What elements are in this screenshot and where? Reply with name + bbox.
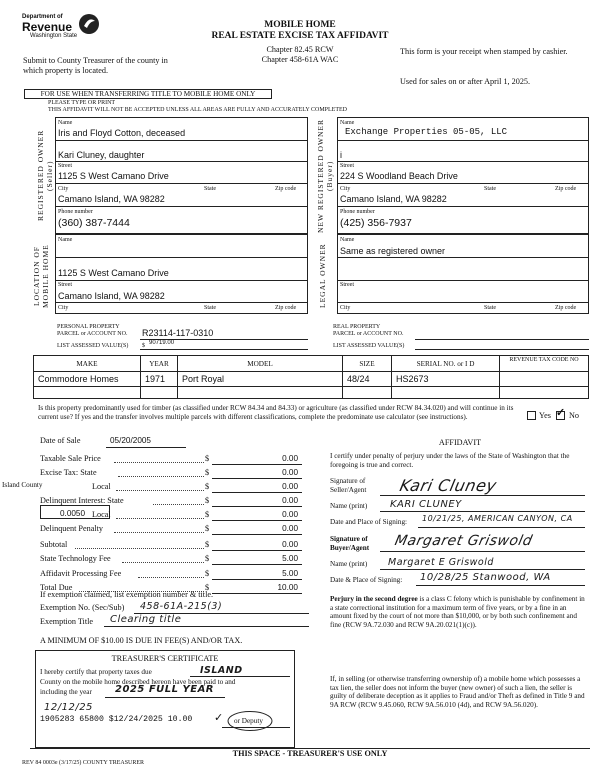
- title-line2: REAL ESTATE EXCISE TAX AFFIDAVIT: [211, 31, 389, 41]
- pp-parcel-label: PARCEL or ACCOUNT NO.: [57, 331, 128, 337]
- legal-city-label: City: [340, 305, 351, 311]
- fee-leader: [75, 548, 204, 549]
- not-accepted: THIS AFFIDAVIT WILL NOT BE ACCEPTED UNLESS ALL AREAS ARE FULLY AND ACCURATELY COMPLETED: [48, 107, 347, 113]
- buyer-phone-label: Phone number: [340, 209, 375, 215]
- td-model: Port Royal: [177, 371, 343, 387]
- fee-underline: [212, 579, 302, 580]
- td-size: 48/24: [342, 371, 392, 387]
- location-city-label: City: [58, 305, 69, 311]
- seller-zip-label: Zip code: [275, 186, 297, 192]
- chapter2: Chapter 458-61A WAC: [261, 55, 339, 64]
- seller-street-label: Street: [58, 163, 72, 169]
- affidavit-certify: I certify under penalty of perjury under the laws of the State of Washington that the foregoing is true and correct.: [330, 452, 570, 469]
- cert-date: 12/12/25: [44, 702, 93, 713]
- cert-line1: I hereby certify that property taxes due: [40, 668, 152, 676]
- fee-leader: [138, 577, 204, 578]
- location-section-label: LOCATION OF MOBILE HOME: [32, 244, 50, 308]
- local-rate: 0.0050: [60, 509, 86, 518]
- fee-dollar: $: [205, 482, 210, 491]
- buyer-state-label: State: [484, 186, 496, 192]
- legal-owner-section-label: LEGAL OWNER: [318, 243, 327, 309]
- no-label: No: [569, 411, 580, 420]
- exemption-no-label: Exemption No. (Sec/Sub): [40, 603, 125, 612]
- buyer-print-label: Name (print): [330, 560, 368, 568]
- lien-text: If, in selling (or otherwise transferring ownership of) a mobile home which possesses a tax lien, the seller does not inform the buyer (new owner) of such a lien, the seller is guilty of deliberate deception as it applies to Fraud and/or Theft as defined in Title 9 and 9A RCW (RCW 9.45.060, RCW 9A.56.010 (4d), and RCW 9A.56.020).: [330, 675, 585, 709]
- no-checkmark: ✓: [556, 407, 566, 419]
- fee-leader: [114, 532, 204, 533]
- fee-underline: [212, 478, 302, 479]
- logo-line2: Revenue: [22, 20, 73, 34]
- submit-text: Submit to County Treasurer of the county in which property is located.: [23, 56, 168, 75]
- logo-line3: Washington State: [30, 33, 78, 39]
- th-model: MODEL: [177, 355, 343, 372]
- minimum-due: A MINIMUM OF $10.00 IS DUE IN FEE(S) AND/OR TAX.: [40, 636, 243, 645]
- fee-value: 10.00: [277, 583, 298, 592]
- fee-value: 5.00: [282, 554, 298, 563]
- fee-dollar: $: [205, 468, 210, 477]
- exemption-claimed: If exemption claimed, list exemption number & title.: [40, 590, 214, 599]
- fee-leader: [116, 518, 205, 519]
- cert-receipt: 1905283 65800 $12/24/2025 10.00: [40, 715, 193, 724]
- th-make: MAKE: [33, 355, 141, 372]
- td-year: 1971: [140, 371, 178, 387]
- receipt-text: This form is your receipt when stamped by cashier.: [400, 47, 568, 56]
- location-line2: 1125 S West Camano Drive: [58, 268, 169, 278]
- legal-name-label: Name: [340, 237, 355, 243]
- fee-label: Subtotal: [40, 540, 68, 549]
- perjury-bold: Perjury in the second degree: [330, 595, 418, 603]
- buyer-date-label: Date & Place of Signing:: [330, 576, 403, 584]
- rp-parcel-label: PARCEL or ACCOUNT NO.: [333, 331, 404, 337]
- fee-underline: [212, 593, 302, 594]
- seller-state-label: State: [204, 186, 216, 192]
- seller-phone: (360) 387-7444: [58, 217, 130, 229]
- fee-underline: [212, 464, 302, 465]
- or-deputy: or Deputy: [234, 717, 263, 725]
- cert-checkmark: ✓: [214, 712, 224, 724]
- seller-street: 1125 S West Camano Drive: [58, 171, 169, 181]
- buyer-street: 224 S Woodland Beach Drive: [340, 171, 458, 181]
- cert-county: ISLAND: [200, 665, 243, 676]
- fee-underline: [212, 506, 302, 507]
- yes-checkbox[interactable]: [527, 411, 536, 420]
- buyer-section-label: NEW REGISTERED OWNER (Buyer): [316, 118, 334, 233]
- buyer-name-label: Name: [340, 120, 355, 126]
- island-county-label: Island County: [2, 481, 43, 489]
- please-type: PLEASE TYPE OR PRINT: [48, 100, 116, 106]
- treasurer-certificate: [35, 650, 295, 748]
- th-revenue: REVENUE TAX CODE NO: [499, 355, 589, 372]
- sig-buyer-label: Signature of Buyer/Agent: [330, 535, 370, 552]
- td-serial: HS2673: [391, 371, 500, 387]
- seller-phone-label: Phone number: [58, 209, 93, 215]
- transfer-notice: FOR USE WHEN TRANSFERRING TITLE TO MOBILE HOME ONLY: [40, 90, 256, 98]
- fee-dollar: $: [205, 510, 210, 519]
- chapter1: Chapter 82.45 RCW: [266, 45, 334, 54]
- fee-label: Taxable Sale Price: [40, 454, 101, 463]
- fee-leader: [114, 462, 204, 463]
- parcel-number: R23114-117-0310: [142, 328, 214, 338]
- fee-value: 0.00: [282, 524, 298, 533]
- seller-name2: Kari Cluney, daughter: [58, 150, 145, 160]
- fee-dollar: $: [205, 569, 210, 578]
- pp-assessed-label: LIST ASSESSED VALUE(S): [57, 343, 129, 349]
- exemption-title-label: Exemption Title: [40, 617, 93, 626]
- legal-name: Same as registered owner: [340, 246, 446, 256]
- fee-dollar: $: [205, 583, 210, 592]
- location-zip-label: Zip code: [275, 305, 297, 311]
- fee-leader: [153, 504, 204, 505]
- cert-year: 2025 FULL YEAR: [115, 684, 215, 695]
- td-make: Commodore Homes: [33, 371, 141, 387]
- affidavit-title: AFFIDAVIT: [438, 438, 482, 447]
- name-print-label: Name (print): [330, 502, 368, 510]
- fee-underline: [212, 534, 302, 535]
- buyer-city: Camano Island, WA 98282: [340, 194, 447, 204]
- rp-assessed-label: LIST ASSESSED VALUE(S): [333, 343, 405, 349]
- fee-label: Affidavit Processing Fee: [40, 569, 122, 578]
- td-revenue: [499, 371, 589, 387]
- location-name-label: Name: [58, 237, 73, 243]
- treasurer-title: TREASURER'S CERTIFICATE: [111, 654, 219, 663]
- fee-dollar: $: [205, 454, 210, 463]
- table-empty-row: [33, 386, 589, 399]
- fee-underline: [212, 564, 302, 565]
- cert-line2: County on the mobile home described hereon have been paid to and: [40, 678, 236, 686]
- timber-question: Is this property predominantly used for timber (as classified under RCW 84.34 and 84.33) or agriculture (as classified under RCW 84.34.020) and will continue in its current use? If yes and the transfer involves multiple parcels with different classifications, complete the predominate use calculator (see instructions).: [38, 404, 514, 421]
- buyer-print: Margaret E Griswold: [388, 557, 494, 568]
- buyer-zip-label: Zip code: [555, 186, 577, 192]
- fee-dollar: $: [205, 554, 210, 563]
- date-of-sale: 05/20/2005: [110, 436, 151, 445]
- seller-city-label: City: [58, 186, 69, 192]
- pp-label: PERSONAL PROPERTY: [57, 324, 120, 330]
- buyer-name1: Exchange Properties 05-05, LLC: [345, 127, 508, 137]
- location-state-label: State: [204, 305, 216, 311]
- date-place: 10/21/25, AMERICAN CANYON, CA: [422, 514, 573, 523]
- fee-value: 0.00: [282, 510, 298, 519]
- th-year: YEAR: [140, 355, 178, 372]
- fee-value: 0.00: [282, 540, 298, 549]
- fee-value: 5.00: [282, 569, 298, 578]
- title-line1: MOBILE HOME: [264, 20, 336, 30]
- fee-label: State Technology Fee: [40, 554, 111, 563]
- fee-dollar: $: [205, 496, 210, 505]
- fee-label: Total Due: [40, 583, 73, 592]
- form-title: [190, 20, 410, 42]
- treasurer-space: THIS SPACE - TREASURER'S USE ONLY: [232, 749, 388, 758]
- fee-underline: [212, 550, 302, 551]
- legal-zip-label: Zip code: [555, 305, 577, 311]
- name-print: KARI CLUNEY: [390, 499, 462, 510]
- fee-underline: [212, 492, 302, 493]
- perjury-text: [330, 595, 585, 629]
- cert-line3: including the year: [40, 688, 92, 696]
- seller-name-label: Name: [58, 120, 73, 126]
- th-size: SIZE: [342, 355, 392, 372]
- fee-label: Local: [92, 510, 111, 519]
- revenue-logo: [22, 14, 102, 48]
- exemption-no: 458-61A-215(3): [140, 601, 223, 612]
- fee-leader: [116, 490, 205, 491]
- date-of-sale-label: Date of Sale: [40, 436, 81, 445]
- date-place-label: Date and Place of Signing:: [330, 518, 408, 526]
- logo-line1: Department of: [22, 14, 63, 20]
- yes-label: Yes: [539, 411, 551, 420]
- fee-value: 0.00: [282, 454, 298, 463]
- fee-dollar: $: [205, 540, 210, 549]
- th-serial: SERIAL NO. or I D: [391, 355, 500, 372]
- legal-state-label: State: [484, 305, 496, 311]
- pp-dollar: $: [142, 343, 145, 349]
- location-street-label: Street: [58, 282, 72, 288]
- fee-underline: [212, 520, 302, 521]
- buyer-phone: (425) 356-7937: [340, 217, 412, 229]
- seller-name1: Iris and Floyd Cotton, deceased: [58, 128, 186, 138]
- parcel-assessed: 90719.00: [149, 340, 175, 346]
- fee-label: Delinquent Interest: State: [40, 496, 124, 505]
- fee-value: 0.00: [282, 496, 298, 505]
- used-for-text: Used for sales on or after April 1, 2025.: [400, 77, 531, 86]
- legal-street-label: Street: [340, 282, 354, 288]
- sig-buyer: Margaret Griswold: [393, 533, 534, 549]
- or-deputy-circle: [226, 710, 274, 732]
- fee-value: 0.00: [282, 468, 298, 477]
- buyer-name2: i: [340, 150, 342, 160]
- rp-label: REAL PROPERTY: [333, 324, 381, 330]
- footer: REV 84 0003e (3/17/25) COUNTY TREASURER: [22, 760, 145, 766]
- fee-leader: [118, 476, 204, 477]
- location-street: Camano Island, WA 98282: [58, 291, 165, 301]
- fee-label: Delinquent Penalty: [40, 524, 103, 533]
- fee-value: 0.00: [282, 482, 298, 491]
- chapter-refs: [245, 45, 355, 65]
- sig-seller: Kari Cluney: [397, 476, 499, 495]
- perjury-rest: is a class C felony which is punishable by confinement in a state correctional institution for a maximum term of five years, or by a fine in an amount fixed by the court of not more than $10,000, or by both such confinement and fine (RCW 9A.72.030 and RCW 9A.20.021(1)(c)).: [330, 595, 585, 629]
- fee-dollar: $: [205, 524, 210, 533]
- exemption-title: Clearing title: [110, 614, 182, 625]
- revenue-logo-icon: [78, 12, 100, 36]
- fee-label: Excise Tax: State: [40, 468, 97, 477]
- transfer-notice-box: [24, 89, 272, 99]
- fee-label: Local: [92, 482, 111, 491]
- seller-city: Camano Island, WA 98282: [58, 194, 165, 204]
- fee-leader: [122, 562, 204, 563]
- seller-section-label: REGISTERED OWNER (Seller): [36, 129, 54, 222]
- sig-seller-label: Signature of Seller/Agent: [330, 477, 367, 494]
- buyer-date: 10/28/25 Stanwood, WA: [420, 572, 551, 583]
- buyer-city-label: City: [340, 186, 351, 192]
- buyer-street-label: Street: [340, 163, 354, 169]
